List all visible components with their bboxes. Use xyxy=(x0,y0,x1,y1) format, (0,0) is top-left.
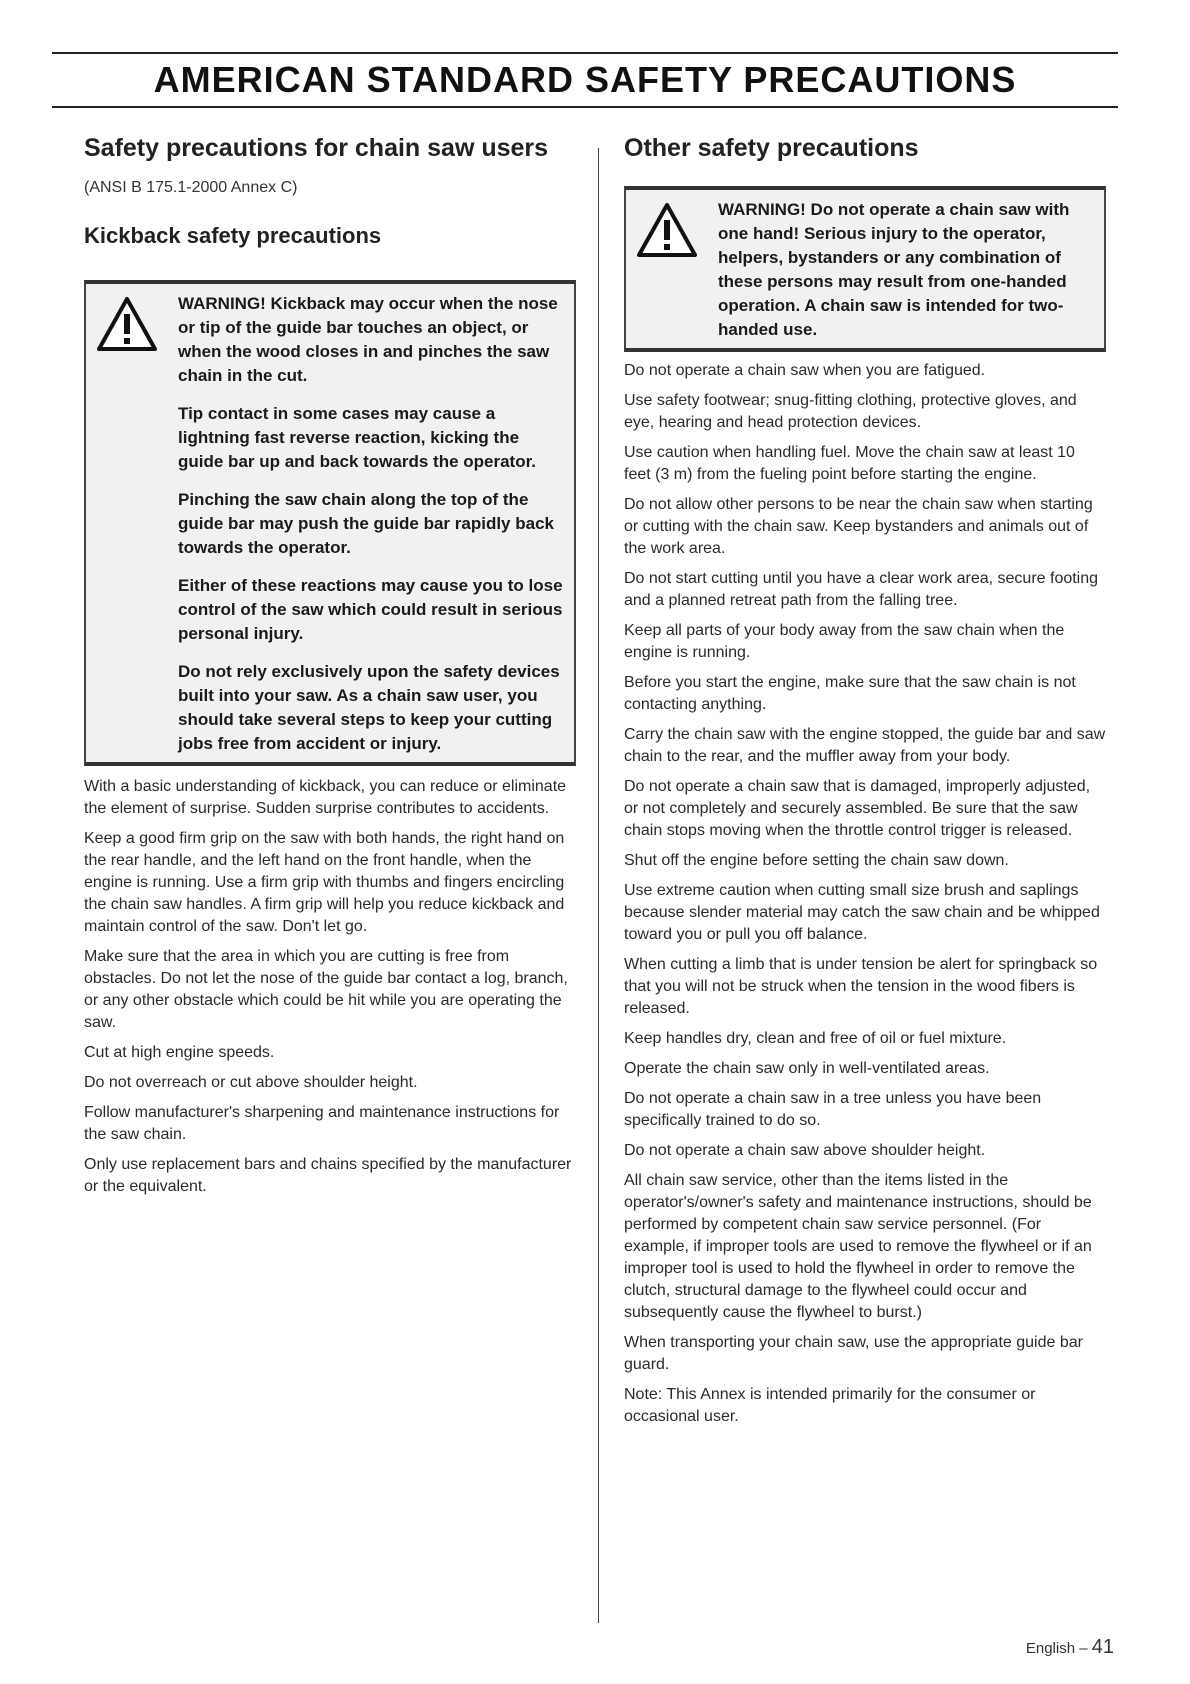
body-paragraph: Keep a good firm grip on the saw with both hands, the right hand on the rear handle, and the left hand on the front handle, when the engine is running. Use a firm grip with thumbs and fingers encircling the chain saw handles. A firm grip will help you reduce kickback and maintain control of the saw. Don't let go. xyxy=(84,830,565,935)
section-title-kickback: Kickback safety precautions xyxy=(84,223,382,248)
body-paragraph: Do not operate a chain saw above shoulder height. xyxy=(624,1142,986,1159)
left-body xyxy=(84,776,576,1198)
warning-paragraph: Tip contact in some cases may cause a lightning fast reverse reaction, kicking the guide bar up and back towards the operator. xyxy=(178,404,537,471)
body-paragraph: Cut at high engine speeds. xyxy=(84,1044,275,1061)
body-paragraph: Do not operate a chain saw in a tree unless you have been specifically trained to do so. xyxy=(624,1090,1042,1129)
body-paragraph: Make sure that the area in which you are cutting is free from obstacles. Do not let the nose of the guide bar contact a log, branch, or any other obstacle which could be hit while you are operating the saw. xyxy=(84,948,568,1031)
body-paragraph: Operate the chain saw only in well-ventilated areas. xyxy=(624,1060,990,1077)
warning-paragraph: Do not rely exclusively upon the safety devices built into your saw. As a chain saw user, you should take several steps to keep your cutting jobs free from accident or injury. xyxy=(178,662,560,753)
body-paragraph: When cutting a limb that is under tension be alert for springback so that you will not be struck when the tension in the wood fibers is released. xyxy=(624,956,1098,1017)
section-title-other-precautions: Other safety precautions xyxy=(624,134,919,162)
right-column xyxy=(624,132,1106,1436)
page-header xyxy=(52,52,1118,108)
footer-language: English xyxy=(1025,1640,1076,1657)
warning-paragraph: WARNING! Kickback may occur when the nose or tip of the guide bar touches an object, or when the wood closes in and pinches the saw chain in the cut. xyxy=(178,294,558,385)
footer-separator: – xyxy=(1075,1640,1092,1657)
body-paragraph: Before you start the engine, make sure that the saw chain is not contacting anything. xyxy=(624,674,1076,713)
body-paragraph: Carry the chain saw with the engine stopped, the guide bar and saw chain to the rear, and the muffler away from your body. xyxy=(624,726,1106,765)
warning-triangle-icon xyxy=(96,296,158,352)
body-paragraph: All chain saw service, other than the items listed in the operator's/owner's safety and maintenance instructions, should be performed by competent chain saw service personnel. (For example, if improper tools are used to remove the flywheel or if an improper tool is used to hold the flywheel in order to remove the clutch, structural damage to the flywheel could occur and subsequently cause the flywheel to burst.) xyxy=(624,1172,1092,1321)
page-number: 41 xyxy=(1091,1636,1114,1658)
page-footer xyxy=(1026,1636,1114,1659)
warning-paragraph: WARNING! Do not operate a chain saw with one hand! Serious injury to the operator, helpers, bystanders or any combination of these persons may result from one-handed operation. A chain saw is intended for two-handed use. xyxy=(718,200,1070,339)
standard-reference: (ANSI B 175.1-2000 Annex C) xyxy=(84,179,298,196)
column-divider xyxy=(598,148,599,1623)
left-column xyxy=(84,132,576,1206)
right-body xyxy=(624,360,1106,1428)
one-hand-warning-box xyxy=(624,186,1106,352)
body-paragraph: With a basic understanding of kickback, you can reduce or eliminate the element of surprise. Sudden surprise contributes to accidents. xyxy=(84,778,567,817)
body-paragraph: Do not operate a chain saw when you are fatigued. xyxy=(624,362,986,379)
warning-text xyxy=(86,284,574,762)
body-paragraph: Note: This Annex is intended primarily for the consumer or occasional user. xyxy=(624,1386,1036,1425)
body-paragraph: Do not allow other persons to be near the chain saw when starting or cutting with the chain saw. Keep bystanders and animals out of the work area. xyxy=(624,496,1093,557)
body-paragraph: Use safety footwear; snug-fitting clothing, protective gloves, and eye, hearing and head protection devices. xyxy=(624,392,1077,431)
body-paragraph: Do not overreach or cut above shoulder height. xyxy=(84,1074,418,1091)
body-paragraph: Shut off the engine before setting the chain saw down. xyxy=(624,852,1009,869)
body-paragraph: Do not start cutting until you have a clear work area, secure footing and a planned retreat path from the falling tree. xyxy=(624,570,1099,609)
body-paragraph: Follow manufacturer's sharpening and maintenance instructions for the saw chain. xyxy=(84,1104,560,1143)
body-paragraph: Use extreme caution when cutting small size brush and saplings because slender material may catch the saw chain and be whipped toward you or pull you off balance. xyxy=(624,882,1100,943)
warning-triangle-icon xyxy=(636,202,698,258)
body-paragraph: Do not operate a chain saw that is damaged, improperly adjusted, or not completely and securely assembled. Be sure that the saw chain stops moving when the throttle control trigger is released. xyxy=(624,778,1091,839)
warning-paragraph: Either of these reactions may cause you to lose control of the saw which could result in serious personal injury. xyxy=(178,576,563,643)
body-paragraph: Use caution when handling fuel. Move the chain saw at least 10 feet (3 m) from the fueling point before starting the engine. xyxy=(624,444,1075,483)
body-paragraph: Keep handles dry, clean and free of oil or fuel mixture. xyxy=(624,1030,1007,1047)
body-paragraph: Keep all parts of your body away from the saw chain when the engine is running. xyxy=(624,622,1065,661)
kickback-warning-box xyxy=(84,280,576,766)
page-title: AMERICAN STANDARD SAFETY PRECAUTIONS xyxy=(153,59,1017,100)
section-title-chain-saw-users: Safety precautions for chain saw users xyxy=(84,134,549,162)
body-paragraph: Only use replacement bars and chains specified by the manufacturer or the equivalent. xyxy=(84,1156,572,1195)
body-paragraph: When transporting your chain saw, use the appropriate guide bar guard. xyxy=(624,1334,1083,1373)
warning-paragraph: Pinching the saw chain along the top of the guide bar may push the guide bar rapidly back towards the operator. xyxy=(178,490,554,557)
